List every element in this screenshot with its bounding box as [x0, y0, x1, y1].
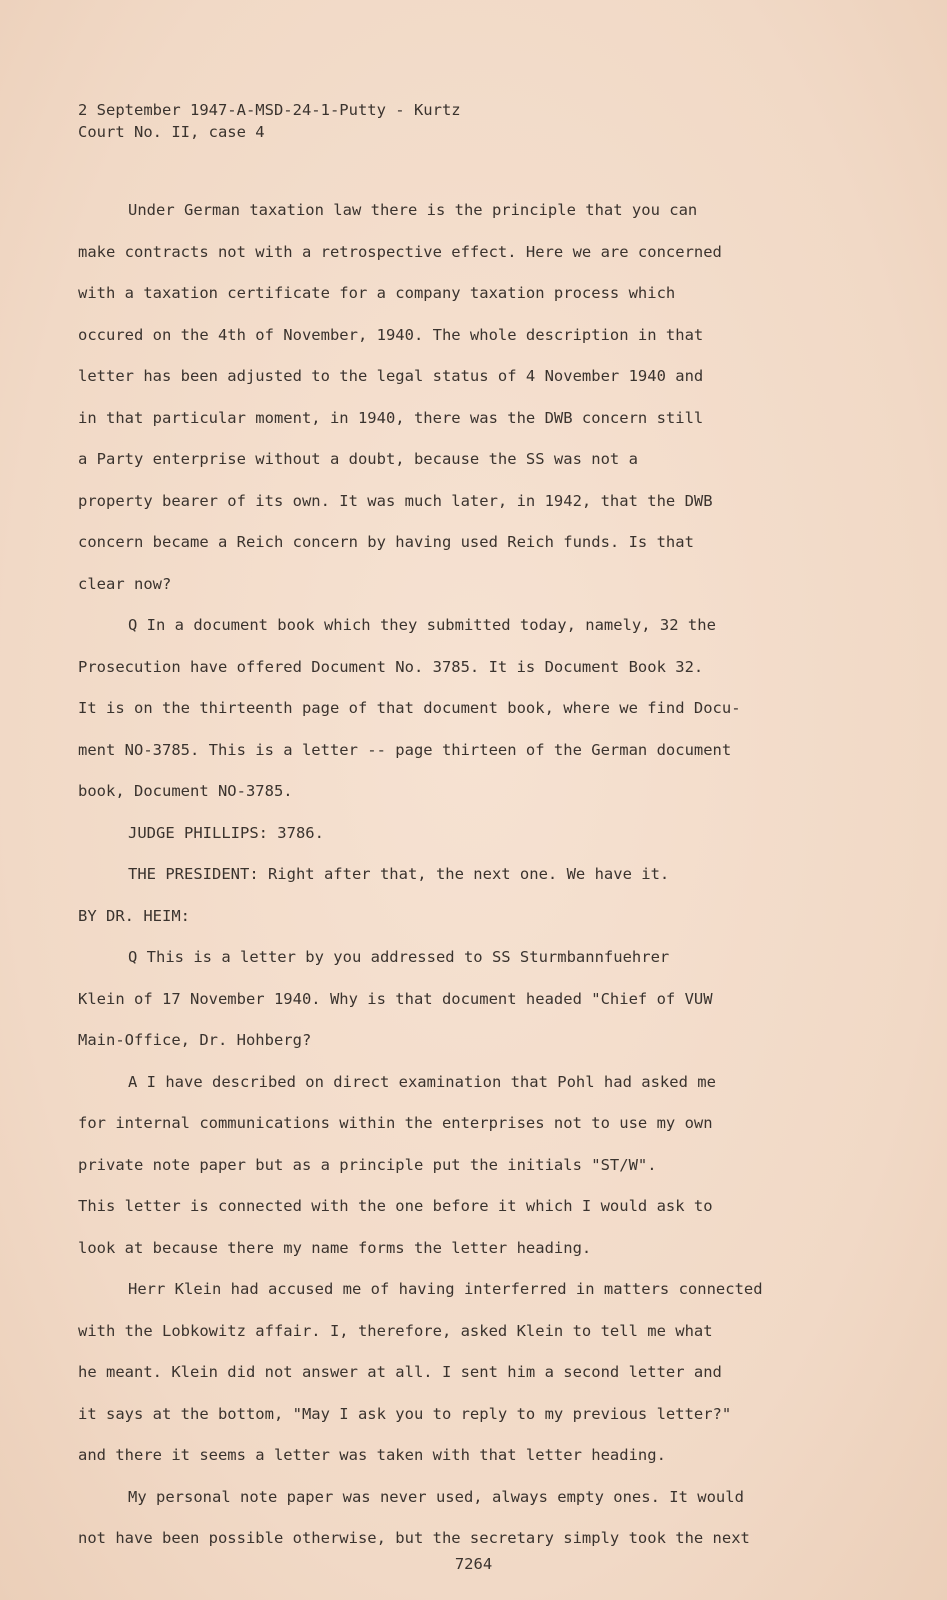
text-line: Prosecution have offered Document No. 3785. It is Document Book 32.: [78, 657, 704, 676]
text-line: make contracts not with a retrospective effect. Here we are concerned: [78, 242, 722, 261]
text-line: with the Lobkowitz affair. I, therefore, asked Klein to tell me what: [78, 1321, 713, 1340]
text-line: in that particular moment, in 1940, there was the DWB concern still: [78, 408, 704, 427]
text-line: BY DR. HEIM:: [78, 906, 190, 925]
page-number: 7264: [454, 1555, 493, 1573]
text-line: Herr Klein had accused me of having interferred in matters connected: [128, 1280, 763, 1298]
text-line: letter has been adjusted to the legal status of 4 November 1940 and: [78, 367, 704, 385]
text-line: ment NO-3785. This is a letter -- page thirteen of the German document: [78, 740, 732, 759]
transcript-body: [78, 198, 838, 1568]
text-line: property bearer of its own. It was much later, in 1942, that the DWB: [78, 491, 713, 510]
text-line: JUDGE PHILLIPS: 3786.: [128, 823, 324, 842]
text-line: not have been possible otherwise, but the secretary simply took the next: [78, 1529, 750, 1547]
text-line: It is on the thirteenth page of that document book, where we find Docu-: [78, 699, 741, 717]
text-line: Under German taxation law there is the principle that you can: [128, 201, 698, 219]
text-line: Q In a document book which they submitted today, namely, 32 the: [128, 616, 716, 634]
header-date-reference: 2 September 1947-A-MSD-24-1-Putty - Kurtz: [78, 101, 461, 119]
text-line: occured on the 4th of November, 1940. The whole description in that: [78, 325, 704, 344]
document-header: [78, 99, 461, 143]
text-line: it says at the bottom, "May I ask you to reply to my previous letter?": [78, 1404, 732, 1423]
text-line: THE PRESIDENT: Right after that, the next one. We have it.: [128, 865, 670, 883]
text-line: This letter is connected with the one before it which I would ask to: [78, 1197, 713, 1215]
text-line: Q This is a letter by you addressed to SS Sturmbannfuehrer: [128, 948, 670, 966]
text-line: concern became a Reich concern by having used Reich funds. Is that: [78, 533, 694, 551]
text-line: A I have described on direct examination that Pohl had asked me: [128, 1072, 716, 1091]
text-line: with a taxation certificate for a company taxation process which: [78, 284, 676, 302]
text-line: look at because there my name forms the letter heading.: [78, 1238, 592, 1257]
text-line: clear now?: [78, 574, 172, 593]
text-line: a Party enterprise without a doubt, because the SS was not a: [78, 450, 638, 468]
text-line: Main-Office, Dr. Hohberg?: [78, 1031, 312, 1049]
text-line: My personal note paper was never used, always empty ones. It would: [128, 1487, 744, 1506]
header-court-case: Court No. II, case 4: [78, 123, 265, 141]
text-line: Klein of 17 November 1940. Why is that document headed "Chief of VUW: [78, 989, 713, 1008]
text-line: book, Document NO-3785.: [78, 782, 293, 800]
text-line: for internal communications within the enterprises not to use my own: [78, 1114, 713, 1132]
text-line: private note paper but as a principle put the initials "ST/W".: [78, 1155, 657, 1174]
text-line: he meant. Klein did not answer at all. I sent him a second letter and: [78, 1363, 722, 1381]
text-line: and there it seems a letter was taken with that letter heading.: [78, 1446, 666, 1464]
